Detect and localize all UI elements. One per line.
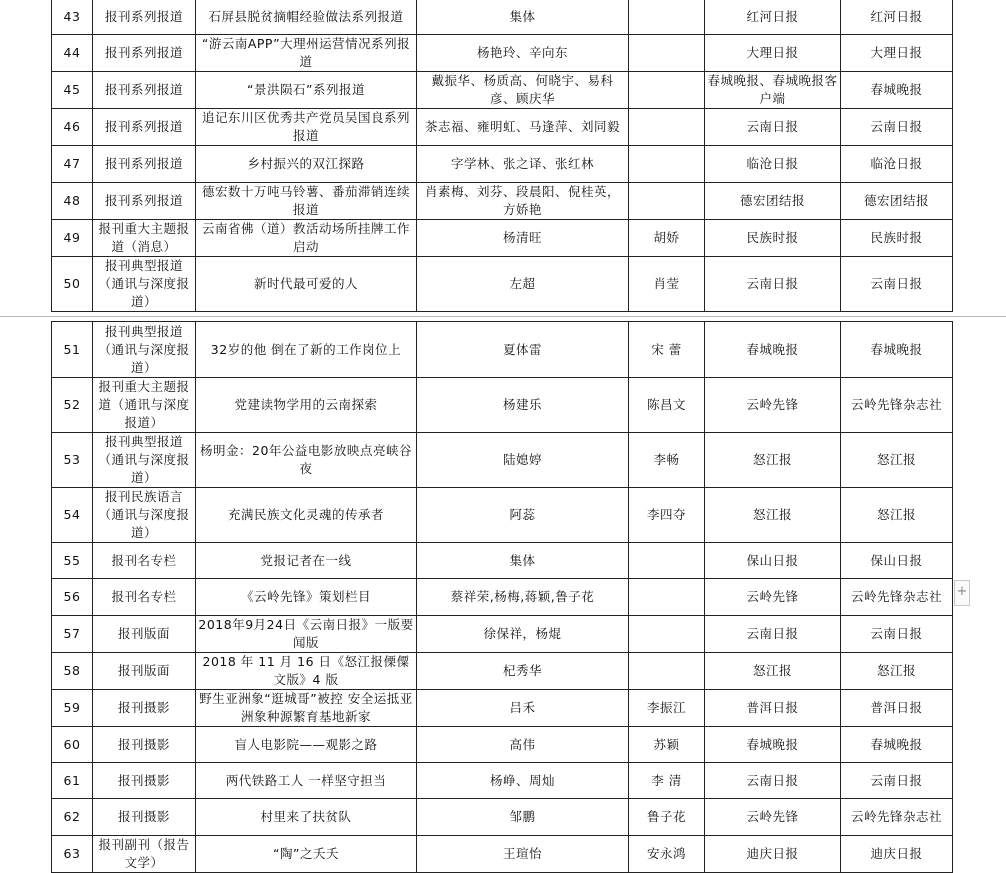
category-cell: 报刊摄影 (93, 799, 196, 836)
author-cell: 肖素梅、刘芬、段晨阳、倪桂英，方娇艳 (417, 183, 629, 220)
author-cell: 邹鹏 (417, 799, 629, 836)
publisher-cell: 保山日报 (705, 543, 841, 579)
awards-table-top (51, 0, 953, 312)
author-cell: 集体 (417, 543, 629, 579)
title-cell: “陶”之夭夭 (196, 836, 417, 873)
publisher-cell: 民族时报 (705, 220, 841, 257)
entrant-cell: 云南日报 (841, 109, 953, 146)
page-break-line (0, 316, 1006, 317)
row-number-cell: 45 (52, 72, 93, 109)
row-number-cell: 60 (52, 727, 93, 763)
table-row (52, 109, 953, 146)
category-cell: 报刊名专栏 (93, 579, 196, 616)
editor-cell (629, 109, 705, 146)
editor-cell (629, 616, 705, 653)
entrant-cell: 云岭先锋杂志社 (841, 579, 953, 616)
category-cell: 报刊摄影 (93, 727, 196, 763)
publisher-cell: 云岭先锋 (705, 579, 841, 616)
title-cell: “景洪陨石”系列报道 (196, 72, 417, 109)
editor-cell: 肖莹 (629, 257, 705, 312)
publisher-cell: 怒江报 (705, 433, 841, 488)
row-number-cell: 63 (52, 836, 93, 873)
entrant-cell: 春城晚报 (841, 727, 953, 763)
category-cell: 报刊系列报道 (93, 35, 196, 72)
table-row (52, 0, 953, 35)
editor-cell: 陈昌文 (629, 378, 705, 433)
author-cell: 戴振华、杨质高、何晓宇、易科彦、顾庆华 (417, 72, 629, 109)
title-cell: 盲人电影院——观影之路 (196, 727, 417, 763)
entrant-cell: 迪庆日报 (841, 836, 953, 873)
publisher-cell: 春城晚报、春城晚报客户端 (705, 72, 841, 109)
row-number-cell: 47 (52, 146, 93, 183)
title-cell: 野生亚洲象“逛城哥”被控 安全运抵亚洲象种源繁育基地新家 (196, 690, 417, 727)
category-cell: 报刊系列报道 (93, 72, 196, 109)
author-cell: 集体 (417, 0, 629, 35)
table-row (52, 378, 953, 433)
entrant-cell: 德宏团结报 (841, 183, 953, 220)
row-number-cell: 44 (52, 35, 93, 72)
editor-cell: 李振江 (629, 690, 705, 727)
editor-cell: 李畅 (629, 433, 705, 488)
title-cell: 2018年9月24日《云南日报》一版要闻版 (196, 616, 417, 653)
table-row (52, 146, 953, 183)
title-cell: 石屏县脱贫摘帽经验做法系列报道 (196, 0, 417, 35)
awards-table-bottom (51, 321, 953, 873)
author-cell: 杨峥、周灿 (417, 763, 629, 799)
category-cell: 报刊典型报道（通讯与深度报道） (93, 433, 196, 488)
title-cell: 村里来了扶贫队 (196, 799, 417, 836)
row-number-cell: 55 (52, 543, 93, 579)
document-page-top (0, 0, 1006, 312)
author-cell: 杨清旺 (417, 220, 629, 257)
table-row (52, 763, 953, 799)
entrant-cell: 临沧日报 (841, 146, 953, 183)
editor-cell (629, 72, 705, 109)
entrant-cell: 普洱日报 (841, 690, 953, 727)
editor-cell (629, 0, 705, 35)
row-number-cell: 54 (52, 488, 93, 543)
title-cell: 杨明金：20年公益电影放映点亮峡谷夜 (196, 433, 417, 488)
publisher-cell: 德宏团结报 (705, 183, 841, 220)
editor-cell: 胡娇 (629, 220, 705, 257)
editor-cell (629, 183, 705, 220)
table-row (52, 220, 953, 257)
title-cell: 《云岭先锋》策划栏目 (196, 579, 417, 616)
table-row (52, 690, 953, 727)
entrant-cell: 云岭先锋杂志社 (841, 378, 953, 433)
entrant-cell: 民族时报 (841, 220, 953, 257)
category-cell: 报刊摄影 (93, 763, 196, 799)
publisher-cell: 云南日报 (705, 763, 841, 799)
title-cell: 德宏数十万吨马铃薯、番茄滞销连续报道 (196, 183, 417, 220)
entrant-cell: 红河日报 (841, 0, 953, 35)
table-row (52, 653, 953, 690)
author-cell: 茶志福、雍明虹、马逢萍、刘同毅 (417, 109, 629, 146)
row-number-cell: 43 (52, 0, 93, 35)
entrant-cell: 大理日报 (841, 35, 953, 72)
author-cell: 高伟 (417, 727, 629, 763)
title-cell: 云南省佛（道）教活动场所挂牌工作启动 (196, 220, 417, 257)
entrant-cell: 云南日报 (841, 616, 953, 653)
row-number-cell: 57 (52, 616, 93, 653)
publisher-cell: 云南日报 (705, 109, 841, 146)
publisher-cell: 怒江报 (705, 488, 841, 543)
publisher-cell: 云岭先锋 (705, 378, 841, 433)
title-cell: 党建读物学用的云南探索 (196, 378, 417, 433)
publisher-cell: 临沧日报 (705, 146, 841, 183)
category-cell: 报刊典型报道（通讯与深度报道） (93, 257, 196, 312)
publisher-cell: 云岭先锋 (705, 799, 841, 836)
author-cell: 杨建乐 (417, 378, 629, 433)
row-number-cell: 58 (52, 653, 93, 690)
category-cell: 报刊民族语言（通讯与深度报道） (93, 488, 196, 543)
title-cell: 32岁的他 倒在了新的工作岗位上 (196, 322, 417, 378)
author-cell: 左超 (417, 257, 629, 312)
author-cell: 吕禾 (417, 690, 629, 727)
entrant-cell: 怒江报 (841, 488, 953, 543)
title-cell: 新时代最可爱的人 (196, 257, 417, 312)
row-number-cell: 53 (52, 433, 93, 488)
author-cell: 王瑄怡 (417, 836, 629, 873)
category-cell: 报刊副刊（报告文学） (93, 836, 196, 873)
document-page-bottom (0, 321, 1006, 870)
row-number-cell: 62 (52, 799, 93, 836)
table-row (52, 799, 953, 836)
title-cell: 追记东川区优秀共产党员吴国良系列报道 (196, 109, 417, 146)
author-cell: 蔡祥荣,杨梅,蒋颖,鲁子花 (417, 579, 629, 616)
publisher-cell: 春城晚报 (705, 322, 841, 378)
table-row (52, 616, 953, 653)
author-cell: 陆媳婷 (417, 433, 629, 488)
publisher-cell: 怒江报 (705, 653, 841, 690)
entrant-cell: 春城晚报 (841, 72, 953, 109)
editor-cell: 宋 蕾 (629, 322, 705, 378)
editor-cell (629, 35, 705, 72)
author-cell: 夏体雷 (417, 322, 629, 378)
category-cell: 报刊系列报道 (93, 183, 196, 220)
editor-cell (629, 146, 705, 183)
entrant-cell: 云南日报 (841, 257, 953, 312)
row-number-cell: 52 (52, 378, 93, 433)
table-row (52, 322, 953, 378)
entrant-cell: 云南日报 (841, 763, 953, 799)
author-cell: 杞秀华 (417, 653, 629, 690)
table-row (52, 579, 953, 616)
entrant-cell: 春城晚报 (841, 322, 953, 378)
title-cell: 充满民族文化灵魂的传承者 (196, 488, 417, 543)
row-number-cell: 56 (52, 579, 93, 616)
table-row (52, 727, 953, 763)
publisher-cell: 红河日报 (705, 0, 841, 35)
editor-cell: 安永鸿 (629, 836, 705, 873)
entrant-cell: 保山日报 (841, 543, 953, 579)
category-cell: 报刊版面 (93, 653, 196, 690)
category-cell: 报刊典型报道（通讯与深度报道） (93, 322, 196, 378)
category-cell: 报刊系列报道 (93, 146, 196, 183)
row-number-cell: 59 (52, 690, 93, 727)
publisher-cell: 云南日报 (705, 257, 841, 312)
row-number-cell: 49 (52, 220, 93, 257)
category-cell: 报刊摄影 (93, 690, 196, 727)
title-cell: 2018 年 11 月 16 日《怒江报傈僳文版》4 版 (196, 653, 417, 690)
entrant-cell: 怒江报 (841, 433, 953, 488)
publisher-cell: 大理日报 (705, 35, 841, 72)
publisher-cell: 迪庆日报 (705, 836, 841, 873)
table-row (52, 433, 953, 488)
row-number-cell: 51 (52, 322, 93, 378)
add-column-plus-icon[interactable]: + (954, 580, 970, 606)
publisher-cell: 春城晚报 (705, 727, 841, 763)
entrant-cell: 云岭先锋杂志社 (841, 799, 953, 836)
author-cell: 字学林、张之译、张红林 (417, 146, 629, 183)
category-cell: 报刊重大主题报道（通讯与深度报道） (93, 378, 196, 433)
row-number-cell: 48 (52, 183, 93, 220)
table-row (52, 72, 953, 109)
row-number-cell: 50 (52, 257, 93, 312)
author-cell: 阿蕊 (417, 488, 629, 543)
table-row (52, 488, 953, 543)
page-break (0, 312, 1006, 321)
row-number-cell: 61 (52, 763, 93, 799)
title-cell: “游云南APP”大理州运营情况系列报道 (196, 35, 417, 72)
editor-cell: 鲁子花 (629, 799, 705, 836)
author-cell: 杨艳玲、辛向东 (417, 35, 629, 72)
title-cell: 乡村振兴的双江探路 (196, 146, 417, 183)
table-row (52, 35, 953, 72)
row-number-cell: 46 (52, 109, 93, 146)
publisher-cell: 云南日报 (705, 616, 841, 653)
table-row (52, 183, 953, 220)
publisher-cell: 普洱日报 (705, 690, 841, 727)
editor-cell: 李 清 (629, 763, 705, 799)
category-cell: 报刊重大主题报道（消息） (93, 220, 196, 257)
title-cell: 两代铁路工人 一样坚守担当 (196, 763, 417, 799)
editor-cell (629, 543, 705, 579)
entrant-cell: 怒江报 (841, 653, 953, 690)
table-row (52, 257, 953, 312)
table-row (52, 836, 953, 873)
author-cell: 徐保祥，杨焜 (417, 616, 629, 653)
category-cell: 报刊名专栏 (93, 543, 196, 579)
editor-cell (629, 579, 705, 616)
editor-cell: 苏颖 (629, 727, 705, 763)
table-row (52, 543, 953, 579)
editor-cell: 李四夺 (629, 488, 705, 543)
category-cell: 报刊系列报道 (93, 0, 196, 35)
category-cell: 报刊系列报道 (93, 109, 196, 146)
title-cell: 党报记者在一线 (196, 543, 417, 579)
category-cell: 报刊版面 (93, 616, 196, 653)
editor-cell (629, 653, 705, 690)
